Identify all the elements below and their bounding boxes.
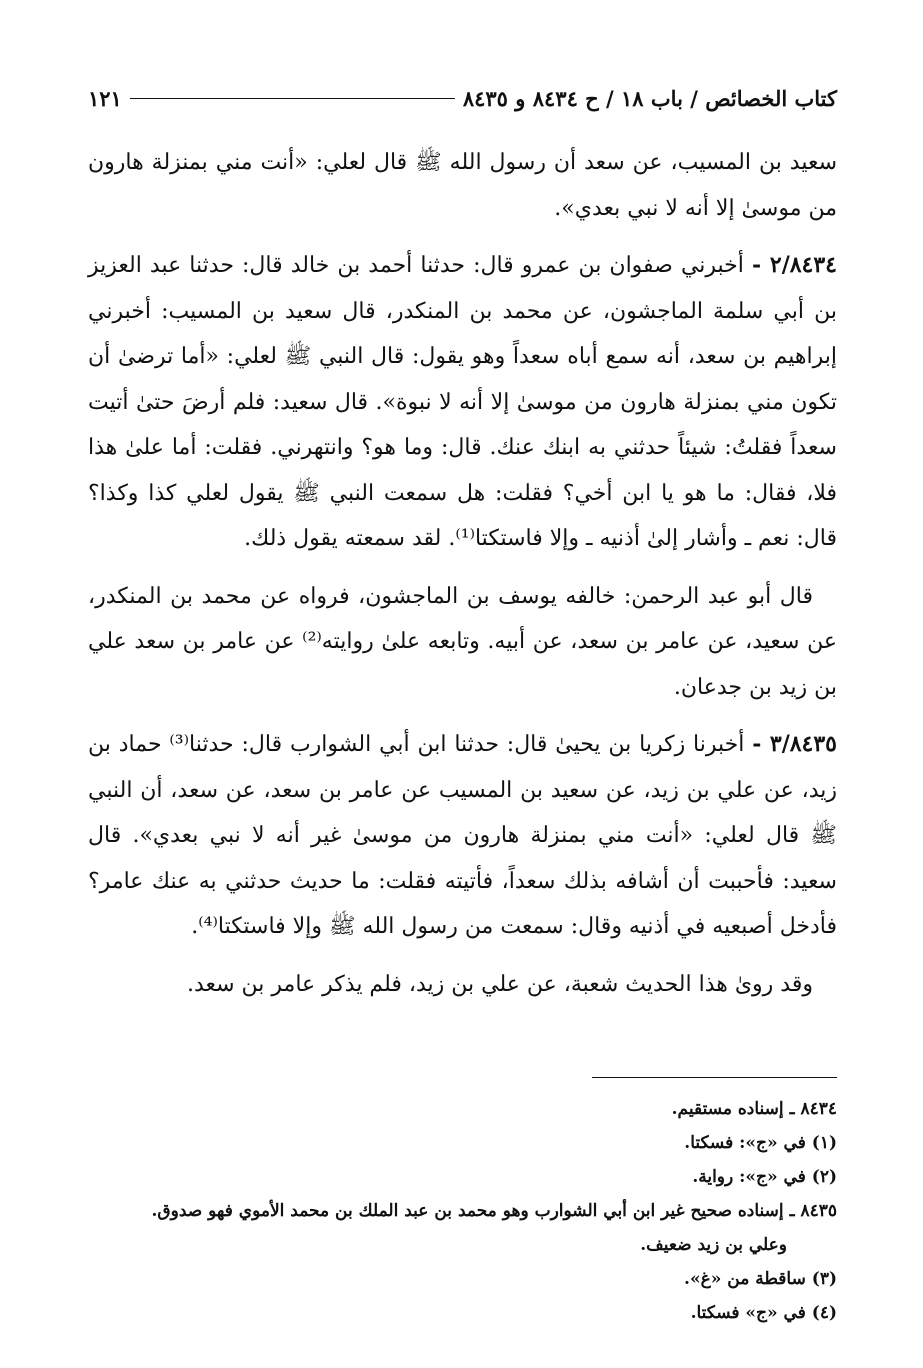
- paragraph-2-text: أخبرني صفوان بن عمرو قال: حدثنا أحمد بن خالد قال: حدثنا عبد العزيز بن أبي سلمة الماجشون، عن محمد بن المنكدر، قال سعيد بن المسيب: أخبرني إبراهيم بن سعد، أنه سمع أباه سعداً وهو يقول: قال النبي ﷺ لعلي: «أما ترضىٰ أن تكون مني بمنزلة هارون من موسىٰ إلا أنه لا نبوة». قال سعيد: فلم أرضَ حتىٰ أتيت سعداً فقلتُ: شيئاً حدثني به ابنك عنك. قال: وما هو؟ وانتهرني. فقلت: أما علىٰ هذا فلا، فقال: ما هو يا ابن أخي؟ فقلت: هل سمعت النبي ﷺ يقول لعلي كذا وكذا؟ قال: نعم ـ وأشار إلىٰ أذنيه ـ وإلا فاستكتا⁽¹⁾. لقد سمعته يقول ذلك.: [88, 253, 837, 551]
- paragraph-3: [88, 574, 837, 711]
- hadith-number-8435: ٣/٨٤٣٥ -: [752, 731, 837, 757]
- paragraph-5-text: وقد روىٰ هذا الحديث شعبة، عن علي بن زيد، فلم يذكر عامر بن سعد.: [186, 971, 813, 997]
- footnote-2: (٢) في «ج»: رواية.: [692, 1167, 837, 1187]
- paragraph-5: [88, 962, 837, 1008]
- paragraph-3-text: قال أبو عبد الرحمن: خالفه يوسف بن الماجشون، فرواه عن محمد بن المنكدر، عن سعيد، عن عامر بن سعد، عن أبيه. وتابعه علىٰ روايته⁽²⁾ عن عامر بن سعد علي بن زيد بن جدعان.: [88, 583, 837, 700]
- paragraph-2: [88, 243, 837, 562]
- paragraph-4: [88, 722, 837, 950]
- main-text: [88, 140, 837, 1007]
- paragraph-1: [88, 140, 837, 231]
- footnote-8435: ٨٤٣٥ ـ إسناده صحيح غير ابن أبي الشوارب وهو محمد بن عبد الملك بن محمد الأموي فهو صدوق.: [151, 1201, 837, 1221]
- footnote-separator: [592, 1077, 837, 1078]
- hadith-number-8434: ٢/٨٤٣٤ -: [751, 252, 837, 278]
- header-title: كتاب الخصائص / باب ١٨ / ح ٨٤٣٤ و ٨٤٣٥: [462, 85, 837, 111]
- footnotes: [88, 1092, 837, 1330]
- footnote-4: (٤) في «ج» فسكتا.: [690, 1303, 837, 1323]
- paragraph-4-text: أخبرنا زكريا بن يحيىٰ قال: حدثنا ابن أبي الشوارب قال: حدثنا⁽³⁾ حماد بن زيد، عن علي بن زيد، عن سعيد بن المسيب عن عامر بن سعد، عن سعد، أن النبي ﷺ قال لعلي: «أنت مني بمنزلة هارون من موسىٰ غير أنه لا نبي بعدي». قال سعيد: فأحببت أن أشافه بذلك سعداً، فأتيته فقلت: ما حديث حدثني به عنك عامر؟ فأدخل أصبعيه في أذنيه وقال: سمعت من رسول الله ﷺ وإلا فاستكتا⁽⁴⁾.: [88, 732, 837, 939]
- footnote-8434: ٨٤٣٤ ـ إسناده مستقيم.: [671, 1099, 837, 1119]
- footnote-8435-continued: وعلي بن زيد ضعيف.: [640, 1235, 787, 1255]
- page-number: ١٢١: [88, 85, 122, 111]
- paragraph-1-text: سعيد بن المسيب، عن سعد أن رسول الله ﷺ قال لعلي: «أنت مني بمنزلة هارون من موسىٰ إلا أنه لا نبي بعدي».: [88, 150, 837, 221]
- header-rule: [130, 98, 455, 99]
- footnote-1: (١) في «ج»: فسكتا.: [684, 1133, 837, 1153]
- footnote-3: (٣) ساقطة من «غ».: [684, 1269, 837, 1289]
- running-header: [88, 78, 837, 118]
